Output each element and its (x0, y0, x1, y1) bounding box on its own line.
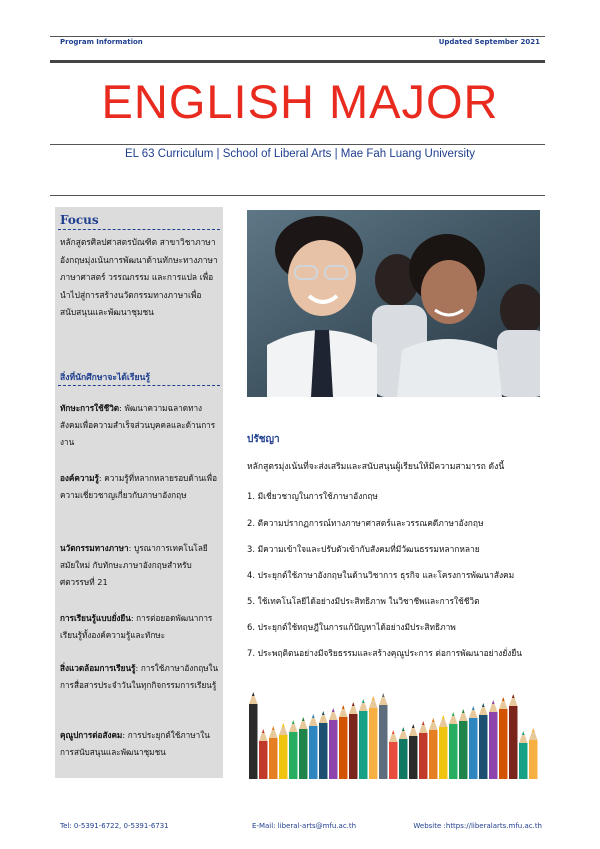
pencil (489, 700, 498, 779)
subtitle-rule-top (50, 144, 545, 145)
focus-divider (58, 229, 220, 230)
pencil (309, 714, 318, 779)
focus-text: หลักสูตรศิลปศาสตรบัณฑิต สาขาวิชาภาษาอังกฤษมุ่งเน้นการพัฒนาด้านทักษะทางภาษาภาษาศาสตร์ วรรณกรรม และการแปล เพื่อนำไปสู่การสร้างนวัตกรรมทางภาษาเพื่อสนับสนุนและพัฒนาชุมชน (60, 237, 218, 317)
footer-tel: Tel: 0-5391-6722, 0-5391-6731 (60, 822, 169, 830)
header-left-label: Program Information (60, 38, 143, 46)
pencil (269, 726, 278, 779)
learn-item-knowledge (60, 470, 220, 504)
pencil (249, 692, 258, 779)
learn-item-desc: : การต่อยอดพัฒนาการเรียนรู้ทั้งองค์ความรู้และทักษะ (60, 613, 213, 640)
pencil (459, 709, 468, 779)
pencil (439, 715, 448, 779)
pencil (289, 720, 298, 779)
pencil (389, 730, 398, 779)
pencil (379, 693, 388, 779)
pencil (369, 696, 378, 779)
color-pencils-image (247, 684, 540, 779)
learn-item-language-innovation (60, 540, 220, 591)
goal-item: 2. ตีความปรากฏการณ์ทางภาษาศาสตร์และวรรณคดีภาษาอังกฤษ (247, 518, 484, 528)
pencil (449, 712, 458, 779)
pencil (339, 705, 348, 779)
learn-item-term: การเรียนรู้แบบยั่งยืน (60, 613, 131, 623)
pencil (359, 699, 368, 779)
goal-item: 3. มีความเข้าใจและปรับตัวเข้ากับสังคมที่มีวัฒนธรรมหลากหลาย (247, 544, 480, 554)
learn-heading: สิ่งที่นักศึกษาจะได้เรียนรู้ (60, 373, 150, 383)
learn-item-desc: : พัฒนาความฉลาดทางสังคมเพื่อความสำเร็จส่วนบุคคลและด้านการงาน (60, 403, 216, 447)
footer-website: Website :https://liberalarts.mfu.ac.th (413, 822, 542, 830)
page-title: ENGLISH MAJOR (101, 75, 499, 128)
students-photo-image (247, 210, 540, 397)
learn-item-term: คุณูปการต่อสังคม (60, 730, 123, 740)
pencil (419, 721, 428, 779)
focus-heading: Focus (60, 213, 99, 227)
pencil (429, 718, 438, 779)
goal-item: 5. ใช้เทคโนโลยีได้อย่างมีประสิทธิภาพ ในวิชาชีพและการใช้ชีวิต (247, 596, 480, 606)
philosophy-intro: หลักสูตรมุ่งเน้นที่จะส่งเสริมและสนับสนุนผู้เรียนให้มีความสามารถ ดังนี้ (247, 462, 505, 472)
header-right-label: Updated September 2021 (438, 38, 540, 46)
learn-item-desc: : บูรณาการเทคโนโลยีสมัยใหม่ กับทักษะภาษาอังกฤษสำหรับศตวรรษที่ 21 (60, 543, 208, 587)
students-photo (247, 210, 540, 397)
learn-item-term: องค์ความรู้ (60, 473, 99, 483)
pencil (349, 702, 358, 779)
learn-item-sustainable-learning (60, 610, 220, 644)
goal-item: 4. ประยุกต์ใช้ภาษาอังกฤษในด้านวิชาการ ธุรกิจ และโครงการพัฒนาสังคม (247, 570, 515, 580)
pencil (409, 724, 418, 779)
pencil (399, 727, 408, 779)
philosophy-heading: ปรัชญา (247, 434, 280, 445)
learn-item-term: นวัตกรรมทางภาษา (60, 543, 129, 553)
page-subtitle: EL 63 Curriculum | School of Liberal Arts | Mae Fah Luang University (124, 148, 476, 160)
learn-item-desc: : การประยุกต์ใช้ภาษาในการสนับสนุนและพัฒนาชุมชน (60, 730, 210, 757)
pencil (279, 723, 288, 779)
pencil (329, 708, 338, 779)
learn-item-social-contribution (60, 727, 220, 761)
learn-item-desc: : ความรู้ที่หลากหลายรอบด้านเพื่อความเชี่ยวชาญเกี่ยวกับภาษาอังกฤษ (60, 473, 217, 500)
pencil (259, 729, 268, 779)
learn-item-desc: : การใช้ภาษาอังกฤษในการสื่อสารประจำวันในทุกกิจกรรมการเรียนรู้ (60, 663, 219, 690)
pencil (479, 703, 488, 779)
pencil (529, 728, 538, 779)
header-rule (50, 60, 545, 63)
pencil (469, 706, 478, 779)
learn-divider (58, 385, 220, 386)
color-pencils-graphic (247, 684, 540, 779)
subtitle-rule-bottom (50, 195, 545, 196)
learn-item-life-skills (60, 400, 220, 451)
learn-item-learning-environment (60, 660, 220, 694)
pencil (499, 697, 508, 779)
pencil (519, 731, 528, 779)
goal-item: 1. มีเชี่ยวชาญในการใช้ภาษาอังกฤษ (247, 491, 378, 501)
goal-item: 7. ประพฤติตนอย่างมีจริยธรรมและสร้างคุณูประการ ต่อการพัฒนาอย่างยั่งยืน (247, 648, 523, 658)
goal-item: 6. ประยุกต์ใช้ทฤษฎีในการแก้ปัญหาได้อย่างมีประสิทธิภาพ (247, 622, 456, 632)
learn-item-term: ทักษะการใช้ชีวิต (60, 403, 120, 413)
learn-item-term: สิ่งแวดล้อมการเรียนรู้ (60, 663, 136, 673)
footer-email: E-Mail: liberal-arts@mfu.ac.th (252, 822, 357, 830)
pencil (509, 694, 518, 779)
pencil (299, 717, 308, 779)
top-rule (50, 36, 545, 37)
pencil (319, 711, 328, 779)
